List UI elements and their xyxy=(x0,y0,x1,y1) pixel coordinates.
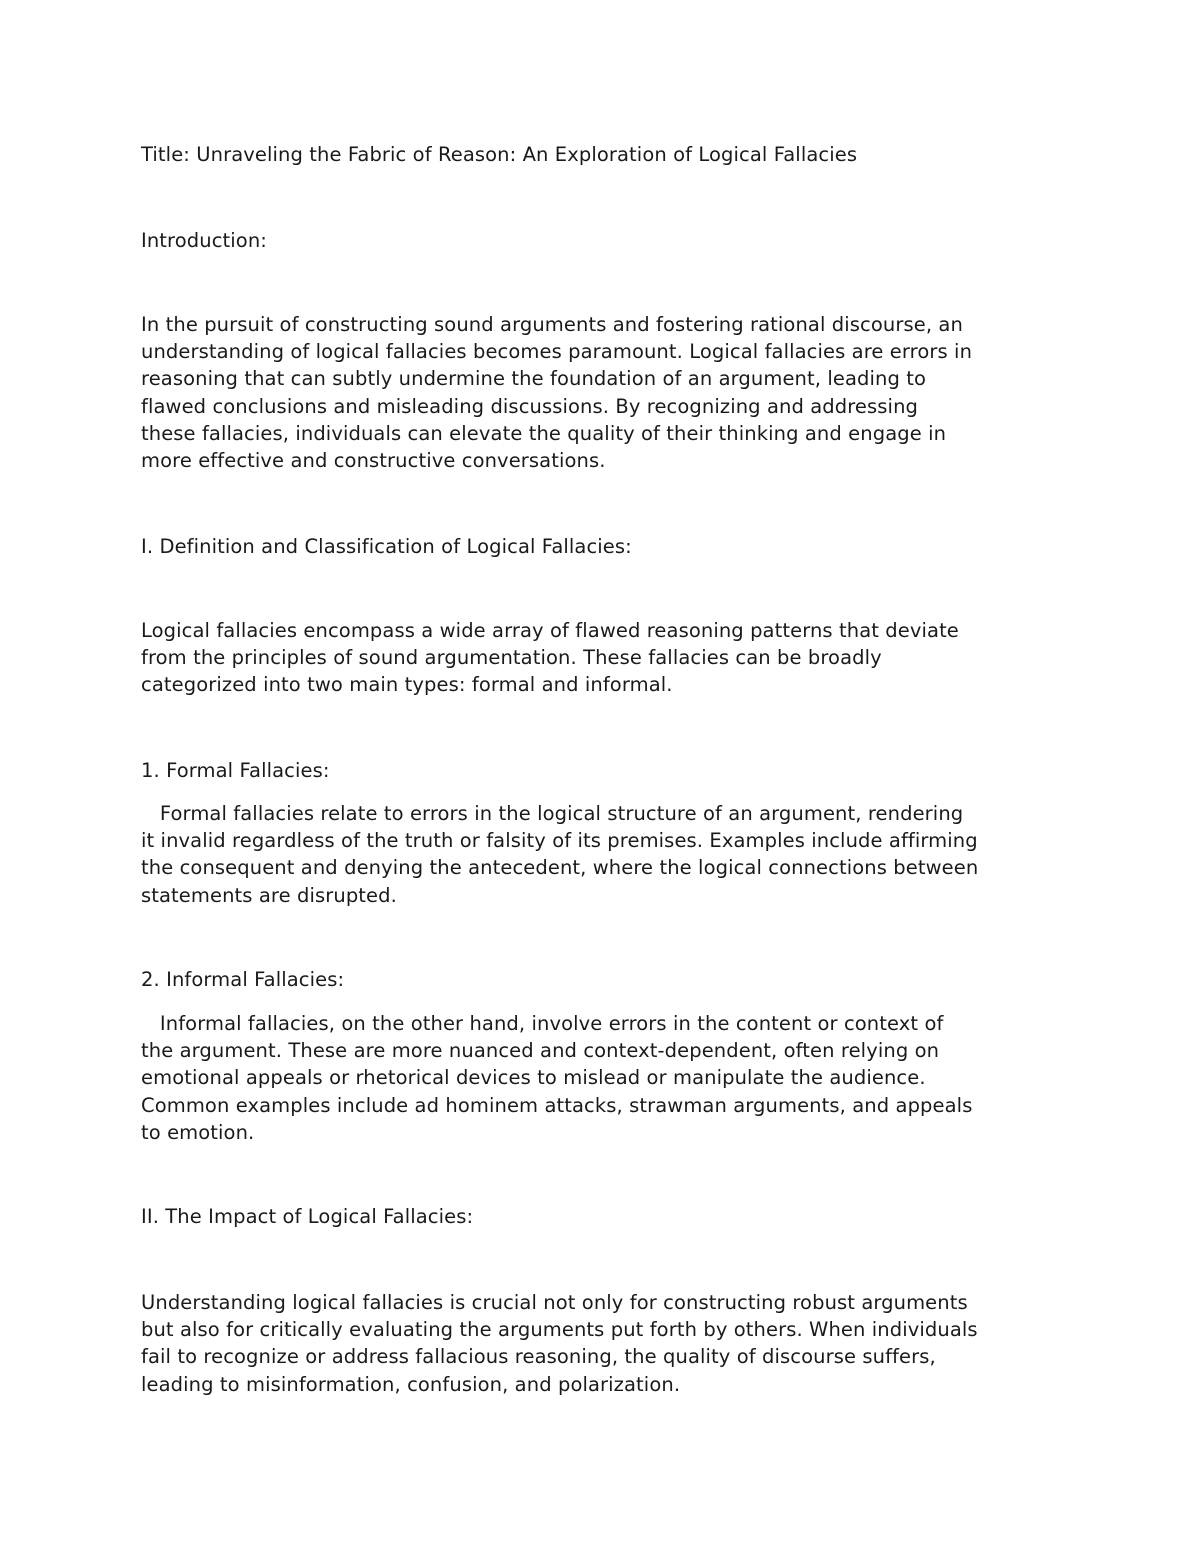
section-1-heading: I. Definition and Classification of Logical Fallacies: xyxy=(141,535,632,558)
section-1-paragraph xyxy=(141,617,1071,699)
section-2-paragraph xyxy=(141,1289,1071,1398)
formal-line: Formal fallacies relate to errors in the logical structure of an argument, rendering xyxy=(141,802,964,825)
informal-line: Common examples include ad hominem attacks, strawman arguments, and appeals xyxy=(141,1093,973,1117)
informal-line: to emotion. xyxy=(141,1120,255,1144)
section-2-line: Understanding logical fallacies is crucial not only for constructing robust arguments xyxy=(141,1291,968,1314)
intro-line: flawed conclusions and misleading discussions. By recognizing and addressing xyxy=(141,394,919,418)
intro-line: reasoning that can subtly undermine the foundation of an argument, leading to xyxy=(141,367,927,391)
formal-line: the consequent and denying the antecedent, where the logical connections between xyxy=(141,856,979,880)
informal-fallacies-paragraph xyxy=(141,1010,1071,1146)
intro-line: understanding of logical fallacies becomes paramount. Logical fallacies are errors in xyxy=(141,340,973,364)
informal-line: Informal fallacies, on the other hand, involve errors in the content or context of xyxy=(141,1012,944,1035)
section-1-line: from the principles of sound argumentation. These fallacies can be broadly xyxy=(141,646,882,670)
section-1-line: categorized into two main types: formal and informal. xyxy=(141,673,673,697)
intro-paragraph xyxy=(141,311,1071,474)
informal-line: the argument. These are more nuanced and context-dependent, often relying on xyxy=(141,1039,940,1063)
formal-fallacies-heading: 1. Formal Fallacies: xyxy=(141,759,330,782)
document-title: Title: Unraveling the Fabric of Reason: An Exploration of Logical Fallacies xyxy=(141,143,858,166)
section-2-line: leading to misinformation, confusion, and polarization. xyxy=(141,1372,681,1396)
formal-line: statements are disrupted. xyxy=(141,883,397,907)
intro-line: In the pursuit of constructing sound arguments and fostering rational discourse, an xyxy=(141,313,963,336)
section-2-line: fail to recognize or address fallacious reasoning, the quality of discourse suffers, xyxy=(141,1345,936,1369)
intro-line: more effective and constructive conversations. xyxy=(141,449,606,473)
section-2-heading: II. The Impact of Logical Fallacies: xyxy=(141,1205,474,1228)
section-2-line: but also for critically evaluating the arguments put forth by others. When individuals xyxy=(141,1318,978,1342)
formal-fallacies-paragraph xyxy=(141,800,1071,909)
informal-line: emotional appeals or rhetorical devices to mislead or manipulate the audience. xyxy=(141,1066,926,1090)
informal-fallacies-heading: 2. Informal Fallacies: xyxy=(141,968,345,991)
section-1-line: Logical fallacies encompass a wide array of flawed reasoning patterns that deviate xyxy=(141,619,959,642)
formal-line: it invalid regardless of the truth or falsity of its premises. Examples include affirming xyxy=(141,829,978,853)
intro-heading: Introduction: xyxy=(141,229,267,252)
intro-line: these fallacies, individuals can elevate the quality of their thinking and engage in xyxy=(141,421,947,445)
